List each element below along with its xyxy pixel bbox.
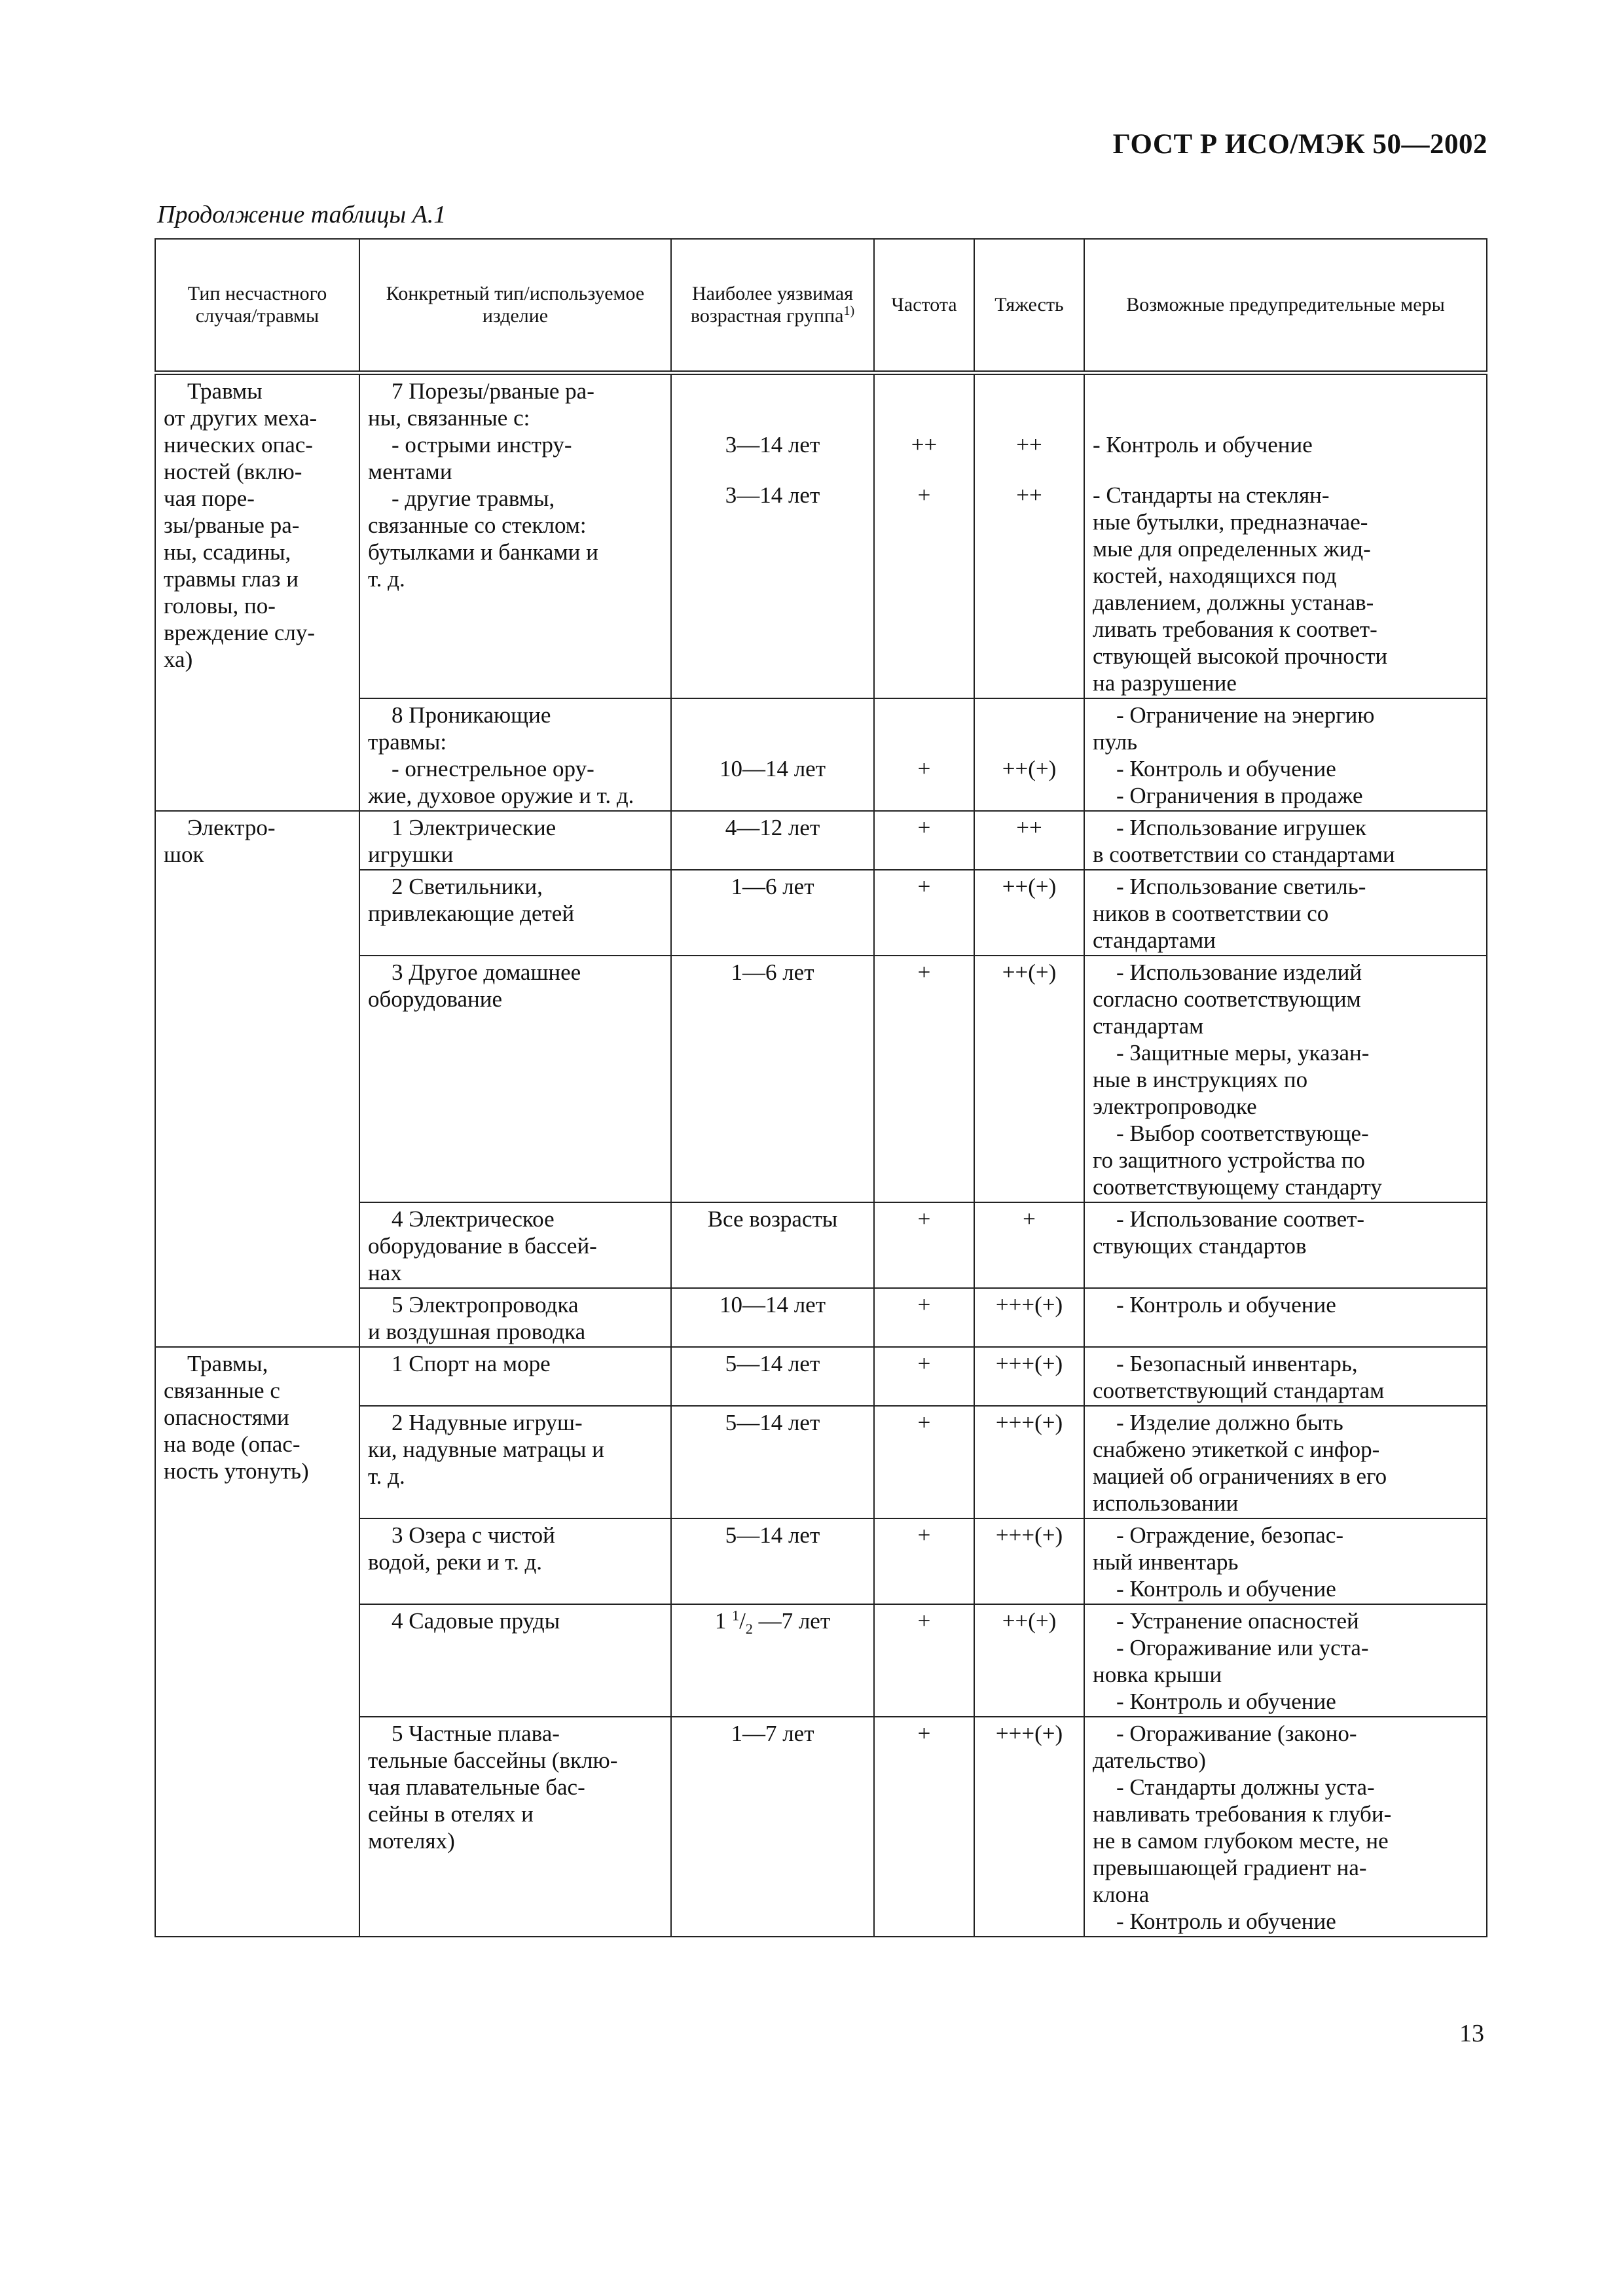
cell-line: игрушки [368, 842, 454, 867]
cell-line: 5 Электропроводка [392, 1292, 579, 1318]
cell-age: 10—14 лет [671, 698, 874, 811]
cell-age: 5—14 лет [671, 1347, 874, 1406]
cell-line: мые для определенных жид- [1093, 536, 1371, 562]
cell-line: связанные с [164, 1378, 280, 1403]
cell-line: го защитного устройства по [1093, 1147, 1365, 1173]
cell-line: опасностями [164, 1405, 289, 1430]
cell-line: 1 Спорт на море [392, 1351, 551, 1376]
cell-line: на разрушение [1093, 670, 1237, 696]
cell-frequency: + [874, 1406, 974, 1518]
cell-line: - Контроль и обучение [1116, 1292, 1336, 1318]
cell-line: ствующих стандартов [1093, 1233, 1307, 1259]
cell-line: - Защитные меры, указан- [1116, 1040, 1370, 1066]
cell-line: водой, реки и т. д. [368, 1549, 543, 1575]
cell-line: - Контроль и обучение [1116, 756, 1336, 781]
cell-line: оборудование [368, 986, 503, 1012]
cell-line: шок [164, 842, 204, 867]
cell-age: 1—6 лет [671, 956, 874, 1202]
cell-measures [1084, 811, 1487, 870]
cell-item [359, 1347, 671, 1406]
cell-category [155, 811, 359, 1347]
cell-line: - Стандарты на стеклян- [1093, 482, 1330, 508]
table-row [155, 811, 1487, 870]
cell-line: 5 Частные плава- [392, 1721, 560, 1746]
cell-line: на воде (опас- [164, 1431, 301, 1457]
cell-age: 1 $^1/_2$ —7 лет [671, 1604, 874, 1717]
cell-measures [1084, 1518, 1487, 1604]
cell-line: 8 Проникающие [392, 702, 551, 728]
table-row [155, 373, 1487, 699]
cell-severity: ++ ++ [974, 373, 1084, 699]
cell-frequency: + [874, 1347, 974, 1406]
cell-item [359, 373, 671, 699]
cell-line: пуль [1093, 729, 1138, 755]
table-row [155, 1347, 1487, 1406]
cell-line: бутылками и банками и [368, 539, 598, 565]
cell-measures [1084, 1604, 1487, 1717]
cell-frequency: + [874, 956, 974, 1202]
cell-frequency: + [874, 811, 974, 870]
cell-line: ные в инструкциях по [1093, 1067, 1308, 1092]
cell-line: костей, находящихся под [1093, 563, 1337, 588]
cell-line: ные бутылки, предназначае- [1093, 509, 1368, 535]
cell-line: оборудование в бассей- [368, 1233, 597, 1259]
cell-line: - Устранение опасностей [1116, 1608, 1359, 1634]
header-measures: Возможные предупредительные меры [1084, 239, 1487, 373]
cell-item [359, 1717, 671, 1937]
cell-measures [1084, 373, 1487, 699]
table-header-row [155, 239, 1487, 373]
cell-item [359, 870, 671, 956]
cell-line: - Стандарты должны уста- [1116, 1774, 1375, 1800]
cell-line: - Контроль и обучение [1093, 432, 1313, 457]
cell-frequency: ++ + [874, 373, 974, 699]
footnote-marker: 1) [843, 304, 855, 318]
cell-frequency: + [874, 1717, 974, 1937]
cell-line: - Огораживание (законо- [1116, 1721, 1357, 1746]
cell-line: мотелях) [368, 1828, 455, 1854]
cell-line: 2 Светильники, [392, 874, 543, 899]
cell-line: - Контроль и обучение [1116, 1909, 1336, 1934]
cell-age: 4—12 лет [671, 811, 874, 870]
cell-line: 1 Электрические [392, 815, 556, 840]
cell-age [671, 373, 874, 699]
cell-line: т. д. [368, 566, 405, 592]
header-age-group: Наиболее уязвимая возрастная группа$^{1)}$ [671, 239, 874, 373]
cell-measures [1084, 1717, 1487, 1937]
cell-severity: +++(+) [974, 1406, 1084, 1518]
cell-severity: +++(+) [974, 1288, 1084, 1347]
cell-line: - Контроль и обучение [1116, 1576, 1336, 1602]
cell-severity: ++(+) [974, 1604, 1084, 1717]
cell-line: клона [1093, 1882, 1150, 1907]
cell-line: от других меха- [164, 405, 318, 431]
header-frequency: Частота [874, 239, 974, 373]
cell-age: 5—14 лет [671, 1518, 874, 1604]
cell-line: - Контроль и обучение [1116, 1689, 1336, 1714]
cell-line: соответствующий стандартам [1093, 1378, 1385, 1403]
cell-line: дательство) [1093, 1748, 1206, 1773]
cell-line: 4 Электрическое [392, 1206, 555, 1232]
cell-measures [1084, 870, 1487, 956]
cell-measures [1084, 698, 1487, 811]
cell-line: ников в соответствии со [1093, 901, 1329, 926]
cell-severity: ++ [974, 811, 1084, 870]
cell-line: травмы глаз и [164, 566, 299, 592]
cell-line: - Использование соответ- [1116, 1206, 1365, 1232]
cell-line: тельные бассейны (вклю- [368, 1748, 618, 1773]
cell-line: ностей (вклю- [164, 459, 302, 484]
cell-line: зы/рваные ра- [164, 512, 300, 538]
cell-line: Травмы, [187, 1351, 268, 1376]
cell-line: - Использование игрушек [1116, 815, 1366, 840]
cell-measures [1084, 1347, 1487, 1406]
cell-line: превышающей градиент на- [1093, 1855, 1367, 1880]
cell-line: согласно соответствующим [1093, 986, 1361, 1012]
cell-severity: +++(+) [974, 1717, 1084, 1937]
cell-line: и воздушная проводка [368, 1319, 586, 1344]
cell-age: 10—14 лет [671, 1288, 874, 1347]
cell-line: мацией об ограничениях в его [1093, 1463, 1387, 1489]
document-header: ГОСТ Р ИСО/МЭК 50—2002 [1112, 129, 1487, 160]
cell-severity: ++(+) [974, 870, 1084, 956]
cell-line: - Использование светиль- [1116, 874, 1366, 899]
cell-line: нах [368, 1260, 402, 1285]
cell-item [359, 1518, 671, 1604]
cell-severity: +++(+) [974, 1518, 1084, 1604]
cell-line: - Ограждение, безопас- [1116, 1522, 1343, 1548]
cell-line: 3 Озера с чистой [392, 1522, 555, 1548]
cell-frequency: + [874, 1604, 974, 1717]
header-product-type: Конкретный тип/используемое изделие [359, 239, 671, 373]
cell-line: ха) [164, 647, 193, 672]
cell-line: соответствующему стандарту [1093, 1174, 1382, 1200]
cell-frequency: + [874, 1518, 974, 1604]
cell-item [359, 1604, 671, 1717]
cell-line: ствующей высокой прочности [1093, 643, 1388, 669]
cell-line: использовании [1093, 1490, 1239, 1516]
cell-line: в соответствии со стандартами [1093, 842, 1395, 867]
cell-category [155, 373, 359, 812]
cell-line: электропроводке [1093, 1094, 1257, 1119]
cell-line: не в самом глубоком месте, не [1093, 1828, 1389, 1854]
cell-line: 3 Другое домашнее [392, 960, 581, 985]
cell-item [359, 698, 671, 811]
cell-line: вреждение слу- [164, 620, 315, 645]
cell-line: нических опас- [164, 432, 313, 457]
cell-category [155, 1347, 359, 1937]
cell-line: 3—14 лет [725, 482, 820, 508]
cell-line: ный инвентарь [1093, 1549, 1239, 1575]
cell-measures [1084, 956, 1487, 1202]
cell-frequency: + [874, 870, 974, 956]
cell-line: стандартами [1093, 927, 1216, 953]
cell-line: привлекающие детей [368, 901, 575, 926]
hazard-table [155, 238, 1487, 1937]
cell-age: 1—6 лет [671, 870, 874, 956]
cell-line: 2 Надувные игруш- [392, 1410, 583, 1435]
cell-line: ны, связанные с: [368, 405, 530, 431]
cell-severity: ++(+) [974, 956, 1084, 1202]
cell-line: сейны в отелях и [368, 1801, 534, 1827]
cell-item [359, 1288, 671, 1347]
cell-line: жие, духовое оружие и т. д. [368, 783, 634, 808]
cell-line: ментами [368, 459, 452, 484]
cell-item [359, 956, 671, 1202]
cell-line: - другие травмы, [392, 486, 555, 511]
cell-line: снабжено этикеткой с инфор- [1093, 1437, 1380, 1462]
cell-severity: +++(+) [974, 1347, 1084, 1406]
cell-item [359, 1406, 671, 1518]
header-accident-type: Тип несчастного случая/травмы [155, 239, 359, 373]
cell-item [359, 1202, 671, 1288]
cell-age: 1—7 лет [671, 1717, 874, 1937]
cell-line: 7 Порезы/рваные ра- [392, 378, 594, 404]
cell-line: 3—14 лет [725, 432, 820, 457]
cell-severity: + [974, 1202, 1084, 1288]
cell-age: Все возрасты [671, 1202, 874, 1288]
cell-line: - Огораживание или уста- [1116, 1635, 1369, 1660]
cell-line: - Выбор соответствующе- [1116, 1121, 1369, 1146]
cell-line: ки, надувные матрацы и [368, 1437, 604, 1462]
cell-line: ность утонуть) [164, 1458, 309, 1484]
cell-line: 4 Садовые пруды [392, 1608, 560, 1634]
cell-item [359, 811, 671, 870]
page-number: 13 [1459, 2020, 1484, 2047]
cell-line: - Ограничение на энергию [1116, 702, 1375, 728]
cell-line: связанные со стеклом: [368, 512, 587, 538]
table-caption: Продолжение таблицы А.1 [157, 201, 447, 228]
cell-line: новка крыши [1093, 1662, 1222, 1687]
cell-age: 5—14 лет [671, 1406, 874, 1518]
cell-frequency: + [874, 1288, 974, 1347]
cell-line: Электро- [187, 815, 276, 840]
cell-line: - острыми инстру- [392, 432, 572, 457]
cell-line: чая поре- [164, 486, 255, 511]
header-severity: Тяжесть [974, 239, 1084, 373]
cell-line: ны, ссадины, [164, 539, 291, 565]
cell-line: травмы: [368, 729, 447, 755]
cell-line: чая плавательные бас- [368, 1774, 585, 1800]
cell-measures [1084, 1288, 1487, 1347]
cell-line: - огнестрельное ору- [392, 756, 594, 781]
cell-line: головы, по- [164, 593, 276, 619]
cell-line: Травмы [187, 378, 263, 404]
cell-measures [1084, 1202, 1487, 1288]
cell-line: - Изделие должно быть [1116, 1410, 1343, 1435]
cell-severity: ++(+) [974, 698, 1084, 811]
cell-line: ливать требования к соответ- [1093, 617, 1377, 642]
cell-line: навливать требования к глуби- [1093, 1801, 1392, 1827]
cell-line: - Ограничения в продаже [1116, 783, 1363, 808]
cell-frequency: + [874, 1202, 974, 1288]
cell-line: - Безопасный инвентарь, [1116, 1351, 1358, 1376]
cell-line: давлением, должны устанав- [1093, 590, 1374, 615]
cell-line: т. д. [368, 1463, 405, 1489]
cell-measures [1084, 1406, 1487, 1518]
cell-frequency: + [874, 698, 974, 811]
cell-line: - Использование изделий [1116, 960, 1362, 985]
cell-line: стандартам [1093, 1013, 1204, 1039]
